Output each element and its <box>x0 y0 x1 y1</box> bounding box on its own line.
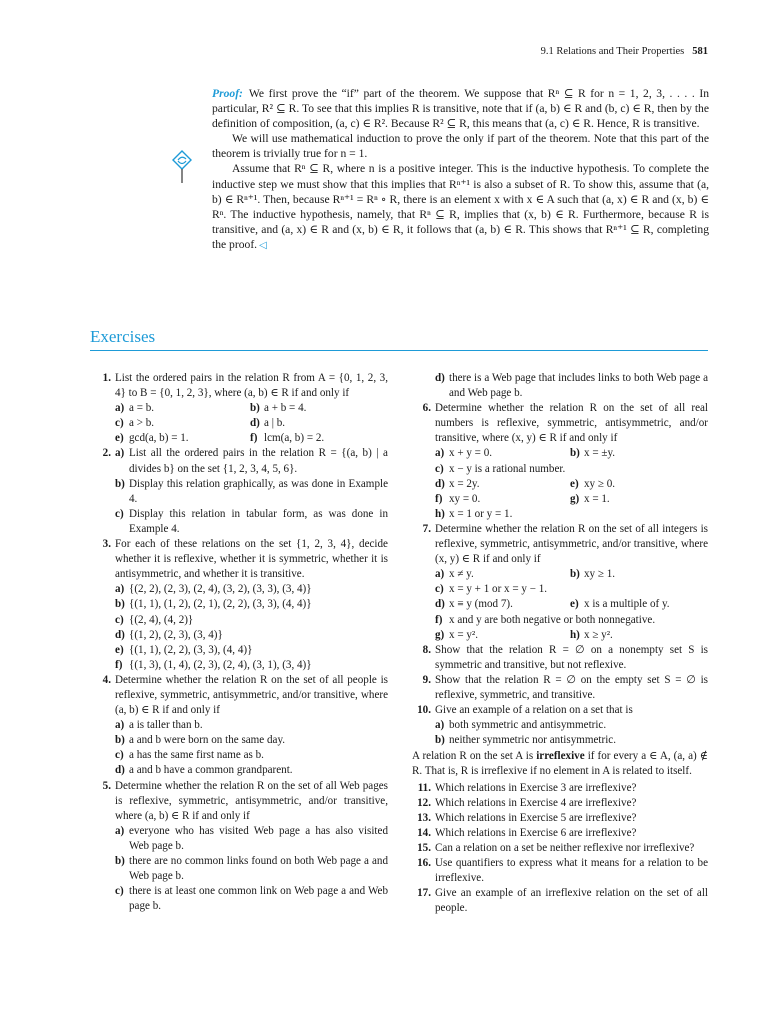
exercise-number: 6 . <box>412 401 431 416</box>
proof-paragraph-2: We will use mathematical induction to prove the only if part of the theorem. Note that this part of the theorem is trivially true for n = 1. <box>212 132 709 161</box>
sub-item-b <box>115 854 388 884</box>
exercise-text: Determine whether the relation R on the set of all people is reflexive, symmetric, antisymmetric, and/or transitive, where (a, b) ∈ R if and only if <box>115 673 388 717</box>
sub-letter: a ) <box>115 718 124 733</box>
exercise-9 <box>412 673 708 703</box>
exercise-13 <box>412 811 708 826</box>
exercise-number: 3 . <box>92 537 111 552</box>
exercise-text: Show that the relation R = ∅ on the empty set S = ∅ is reflexive, symmetric, and transitive. <box>435 673 708 701</box>
sub-item-e <box>570 597 670 612</box>
sub-text: x + y = 0. <box>449 447 493 460</box>
sub-text: x − y is a rational number. <box>449 462 566 475</box>
sub-text: x = 2y. <box>449 477 480 490</box>
sub-row <box>115 431 388 446</box>
exercise-text: Which relations in Exercise 5 are irreflexive? <box>435 811 637 824</box>
sub-letter: d ) <box>435 371 445 386</box>
exercise-number: 4 . <box>92 673 111 688</box>
sub-row <box>115 401 388 416</box>
exercise-3 <box>92 537 388 673</box>
sub-letter: d ) <box>115 628 125 643</box>
sub-item-b <box>570 446 615 461</box>
sub-item-g <box>435 628 570 643</box>
sub-letter: b ) <box>435 733 445 748</box>
exercise-text: Determine whether the relation R on the set of all Web pages is reflexive, symmetric, antisymmetric, and/or transitive, where (a, b) ∈ R if and only if <box>115 779 388 822</box>
sub-text: Display this relation graphically, as was done in Example 4. <box>129 477 388 505</box>
sub-letter: a ) <box>435 446 444 461</box>
sub-item-c <box>435 582 708 597</box>
exercise-number: 9 . <box>412 673 431 688</box>
sub-text: x ≥ y². <box>584 628 613 641</box>
exercise-2 <box>92 446 388 537</box>
sub-letter: c ) <box>435 582 444 597</box>
proof-label: Proof: <box>212 87 243 100</box>
sub-item-a <box>115 718 388 733</box>
exercise-number: 11 . <box>412 781 431 796</box>
sub-letter: a ) <box>115 824 124 839</box>
sub-letter: d ) <box>250 416 260 431</box>
sub-text: a is taller than b. <box>129 719 203 732</box>
sub-letter: b ) <box>250 401 260 416</box>
sub-text: {(1, 3), (1, 4), (2, 3), (2, 4), (3, 1), (3, 4)} <box>129 658 312 671</box>
sub-item-e <box>115 643 388 658</box>
sub-item-e <box>115 431 250 446</box>
sub-item-h <box>570 628 613 643</box>
sub-item-b <box>115 733 388 748</box>
sub-item-d <box>250 416 285 431</box>
sub-item-d <box>115 763 388 778</box>
sub-letter: a ) <box>115 582 124 597</box>
exercise-number: 10 . <box>412 703 431 718</box>
sub-row <box>435 597 708 612</box>
sub-letter: b ) <box>115 733 125 748</box>
sub-letter: g ) <box>570 492 579 507</box>
exercise-12 <box>412 796 708 811</box>
sub-letter: b ) <box>570 446 580 461</box>
exercise-column-right <box>412 371 708 916</box>
exercise-text: Show that the relation R = ∅ on a nonempty set S is symmetric and transitive, but not reflexive. <box>435 643 708 671</box>
sub-letter: d ) <box>115 763 125 778</box>
links-icon <box>172 150 192 184</box>
exercise-number: 17 . <box>412 886 431 901</box>
sub-item-a <box>435 567 570 582</box>
sub-item-c <box>435 462 708 477</box>
sub-letter: c ) <box>115 613 124 628</box>
sub-item-g <box>570 492 610 507</box>
section-title: 9.1 Relations and Their Properties <box>540 46 685 57</box>
sub-letter: f ) <box>435 492 442 507</box>
sub-text: x = y². <box>449 628 478 641</box>
sub-letter: f ) <box>250 431 257 446</box>
sub-letter: e ) <box>115 431 124 446</box>
sub-text: there is a Web page that includes links to both Web page a and Web page b. <box>449 372 708 400</box>
exercise-10 <box>412 703 708 748</box>
sub-text: x = 1. <box>584 492 610 505</box>
sub-text: lcm(a, b) = 2. <box>264 432 325 445</box>
sub-item-b <box>115 477 388 507</box>
sub-text: x = ±y. <box>584 447 616 460</box>
sub-item-d <box>435 597 570 612</box>
sub-item-e <box>570 477 615 492</box>
sub-item-c <box>115 507 388 537</box>
irreflexive-definition <box>412 749 708 779</box>
sub-item-d <box>115 628 388 643</box>
sub-item-c <box>115 416 250 431</box>
exercise-number: 5 . <box>92 779 111 794</box>
sub-item-c <box>115 748 388 763</box>
sub-item-b <box>570 567 615 582</box>
exercise-number: 8 . <box>412 643 431 658</box>
sub-text: xy ≥ 0. <box>584 477 616 490</box>
exercise-14 <box>412 826 708 841</box>
exercise-11 <box>412 781 708 796</box>
sub-text: List all the ordered pairs in the relation R = {(a, b) | a divides b} on the set {1, 2, 3, 4, 5, 6}. <box>129 447 388 475</box>
sub-letter: d ) <box>435 597 445 612</box>
exercises-heading: Exercises <box>90 327 156 346</box>
sub-item-d <box>435 477 570 492</box>
sub-item-d <box>435 371 708 401</box>
exercise-7 <box>412 522 708 643</box>
sub-letter: b ) <box>115 854 125 869</box>
exercise-number: 15 . <box>412 841 431 856</box>
sub-text: x ≡ y (mod 7). <box>449 598 513 611</box>
sub-row <box>435 477 708 492</box>
sub-item-a <box>435 446 570 461</box>
sub-item-b <box>250 401 306 416</box>
proof-paragraph-3 <box>212 161 709 253</box>
sub-item-c <box>115 884 388 914</box>
exercise-text: Which relations in Exercise 6 are irreflexive? <box>435 826 637 839</box>
sub-letter: f ) <box>115 658 122 673</box>
sub-letter: e ) <box>570 477 579 492</box>
sub-text: a = b. <box>129 402 155 415</box>
exercise-number: 14 . <box>412 826 431 841</box>
sub-letter: d ) <box>435 477 445 492</box>
sub-text: Display this relation in tabular form, as was done in Example 4. <box>129 507 388 535</box>
sub-item-a <box>115 401 250 416</box>
exercise-6 <box>412 401 708 522</box>
sub-row <box>435 628 708 643</box>
sub-row <box>115 416 388 431</box>
exercise-text: Determine whether the relation R on the set of all real numbers is reflexive, symmetric, antisymmetric, and/or transitive, where (x, y) ∈ R if and only if <box>435 402 708 445</box>
sub-text: x = y + 1 or x = y − 1. <box>449 583 548 596</box>
sub-item-f <box>435 613 708 628</box>
sub-text: x is a multiple of y. <box>584 598 670 611</box>
sub-letter: e ) <box>115 643 124 658</box>
defined-term: irreflexive <box>536 750 585 763</box>
sub-text: a and b have a common grandparent. <box>129 764 293 777</box>
exercise-15 <box>412 841 708 856</box>
exercise-16 <box>412 856 708 886</box>
sub-item-a <box>115 446 388 476</box>
sub-item-a <box>115 582 388 597</box>
sub-letter: b ) <box>115 477 125 492</box>
sub-row <box>435 492 708 507</box>
exercise-8 <box>412 643 708 673</box>
sub-letter: c ) <box>115 884 124 899</box>
sub-letter: b ) <box>570 567 580 582</box>
sub-text: a + b = 4. <box>264 402 307 415</box>
definition-text: A relation R on the set A is <box>412 750 534 763</box>
proof-paragraph-1 <box>212 86 709 131</box>
exercise-5 <box>92 779 388 915</box>
exercise-text: Determine whether the relation R on the set of all integers is reflexive, symmetric, antisymmetric, and/or transitive, where (x, y) ∈ R if and only if <box>435 522 708 566</box>
sub-letter: h ) <box>435 507 445 522</box>
exercise-text: List the ordered pairs in the relation R from A = {0, 1, 2, 3, 4} to B = {0, 1, 2, 3}, where (a, b) ∈ R if and only if <box>115 372 388 400</box>
exercise-text: Which relations in Exercise 3 are irreflexive? <box>435 781 637 794</box>
end-of-proof-icon: ◁ <box>259 239 267 251</box>
sub-text: a > b. <box>129 417 155 430</box>
page-number: 581 <box>692 46 708 57</box>
sub-item-b <box>115 597 388 612</box>
proof-block <box>212 86 709 253</box>
heading-rule <box>90 350 708 351</box>
sub-letter: c ) <box>115 507 124 522</box>
exercise-text: For each of these relations on the set {1, 2, 3, 4}, decide whether it is reflexive, whether it is symmetric, whether it is antisymmetric, and whether it is transitive. <box>115 538 388 581</box>
exercise-text: Use quantifiers to express what it means for a relation to be irreflexive. <box>435 857 708 885</box>
sub-letter: a ) <box>435 567 444 582</box>
sub-text: both symmetric and antisymmetric. <box>449 719 607 732</box>
sub-text: {(2, 2), (2, 3), (2, 4), (3, 2), (3, 3), (3, 4)} <box>129 583 312 596</box>
exercise-number: 13 . <box>412 811 431 826</box>
exercise-text: Which relations in Exercise 4 are irreflexive? <box>435 796 637 809</box>
sub-letter: a ) <box>115 401 124 416</box>
sub-item-c <box>115 613 388 628</box>
exercise-text: Give an example of a relation on a set that is <box>435 704 633 717</box>
exercise-number: 2 . <box>92 446 111 461</box>
proof-text-3: Assume that Rⁿ ⊆ R, where n is a positive integer. This is the inductive hypothesis. To complete the inductive step we must show that this implies that Rⁿ⁺¹ is also a subset of R. To show this, assume that (a, b) ∈ Rⁿ⁺¹. Then, because Rⁿ⁺¹ = Rⁿ ∘ R, there is an element x with x ∈ A such that (a, x) ∈ R and (x, b) ∈ Rⁿ. The inductive hypothesis, namely, that Rⁿ ⊆ R, implies that (x, b) ∈ R. Furthermore, because R is transitive, and (a, x) ∈ R and (x, b) ∈ R, it follows that (a, b) ∈ R. This shows that Rⁿ⁺¹ ⊆ R, completing the proof. <box>212 162 709 251</box>
sub-text: {(1, 2), (2, 3), (3, 4)} <box>129 628 223 641</box>
exercise-number: 7 . <box>412 522 431 537</box>
exercise-4 <box>92 673 388 779</box>
running-header <box>541 46 708 57</box>
sub-letter: c ) <box>115 748 124 763</box>
sub-item-f <box>435 492 570 507</box>
sub-text: {(1, 1), (2, 2), (3, 3), (4, 4)} <box>129 643 253 656</box>
sub-letter: c ) <box>435 462 444 477</box>
sub-text: gcd(a, b) = 1. <box>129 432 189 445</box>
sub-letter: e ) <box>570 597 579 612</box>
sub-text: xy ≥ 1. <box>584 568 616 581</box>
exercise-number: 12 . <box>412 796 431 811</box>
sub-item-a <box>435 718 708 733</box>
sub-item-f <box>115 658 388 673</box>
sub-text: {(2, 4), (4, 2)} <box>129 613 194 626</box>
sub-item-a <box>115 824 388 854</box>
sub-letter: h ) <box>570 628 580 643</box>
sub-text: x = 1 or y = 1. <box>449 507 513 520</box>
sub-letter: c ) <box>115 416 124 431</box>
exercise-number: 16 . <box>412 856 431 871</box>
sub-letter: a ) <box>115 446 124 461</box>
sub-item-f <box>250 431 324 446</box>
exercise-number: 1 . <box>92 371 111 386</box>
sub-item-b <box>435 733 708 748</box>
sub-text: everyone who has visited Web page a has also visited Web page b. <box>129 824 388 852</box>
exercise-1 <box>92 371 388 446</box>
sub-letter: f ) <box>435 613 442 628</box>
sub-item-h <box>435 507 708 522</box>
exercise-5-continued <box>412 371 708 401</box>
sub-row <box>435 567 708 582</box>
sub-letter: a ) <box>435 718 444 733</box>
sub-text: x and y are both negative or both nonnegative. <box>449 613 656 626</box>
sub-text: {(1, 1), (1, 2), (2, 1), (2, 2), (3, 3), (4, 4)} <box>129 598 312 611</box>
proof-text-1: We first prove the “if” part of the theorem. We suppose that Rⁿ ⊆ R for n = 1, 2, 3, . . . . In particular, R² ⊆ R. To see that this implies R is transitive, note that if (a, b) ∈ R and (b, c) ∈ R, then by the definition of composition, (a, c) ∈ R². Because R² ⊆ R, this means that (a, c) ∈ R. Hence, R is transitive. <box>212 87 709 131</box>
sub-text: neither symmetric nor antisymmetric. <box>449 734 616 747</box>
sub-text: a | b. <box>264 417 286 430</box>
sub-text: there is at least one common link on Web page a and Web page b. <box>129 885 388 913</box>
sub-row <box>435 446 708 461</box>
definition-text: if for every a ∈ A, (a, a) ∉ R. That is, R is irreflexive if no element in A is related to itself. <box>412 750 708 778</box>
exercise-text: Can a relation on a set be neither reflexive nor irreflexive? <box>435 841 695 854</box>
sub-letter: g ) <box>435 628 444 643</box>
exercise-text: Give an example of an irreflexive relation on the set of all people. <box>435 887 708 915</box>
exercise-column-left <box>92 371 388 914</box>
sub-text: a and b were born on the same day. <box>129 734 286 747</box>
sub-letter: b ) <box>115 597 125 612</box>
sub-text: there are no common links found on both Web page a and Web page b. <box>129 855 388 883</box>
exercise-17 <box>412 886 708 916</box>
sub-text: xy = 0. <box>449 492 481 505</box>
sub-text: x ≠ y. <box>449 568 474 581</box>
sub-text: a has the same first name as b. <box>129 749 264 762</box>
